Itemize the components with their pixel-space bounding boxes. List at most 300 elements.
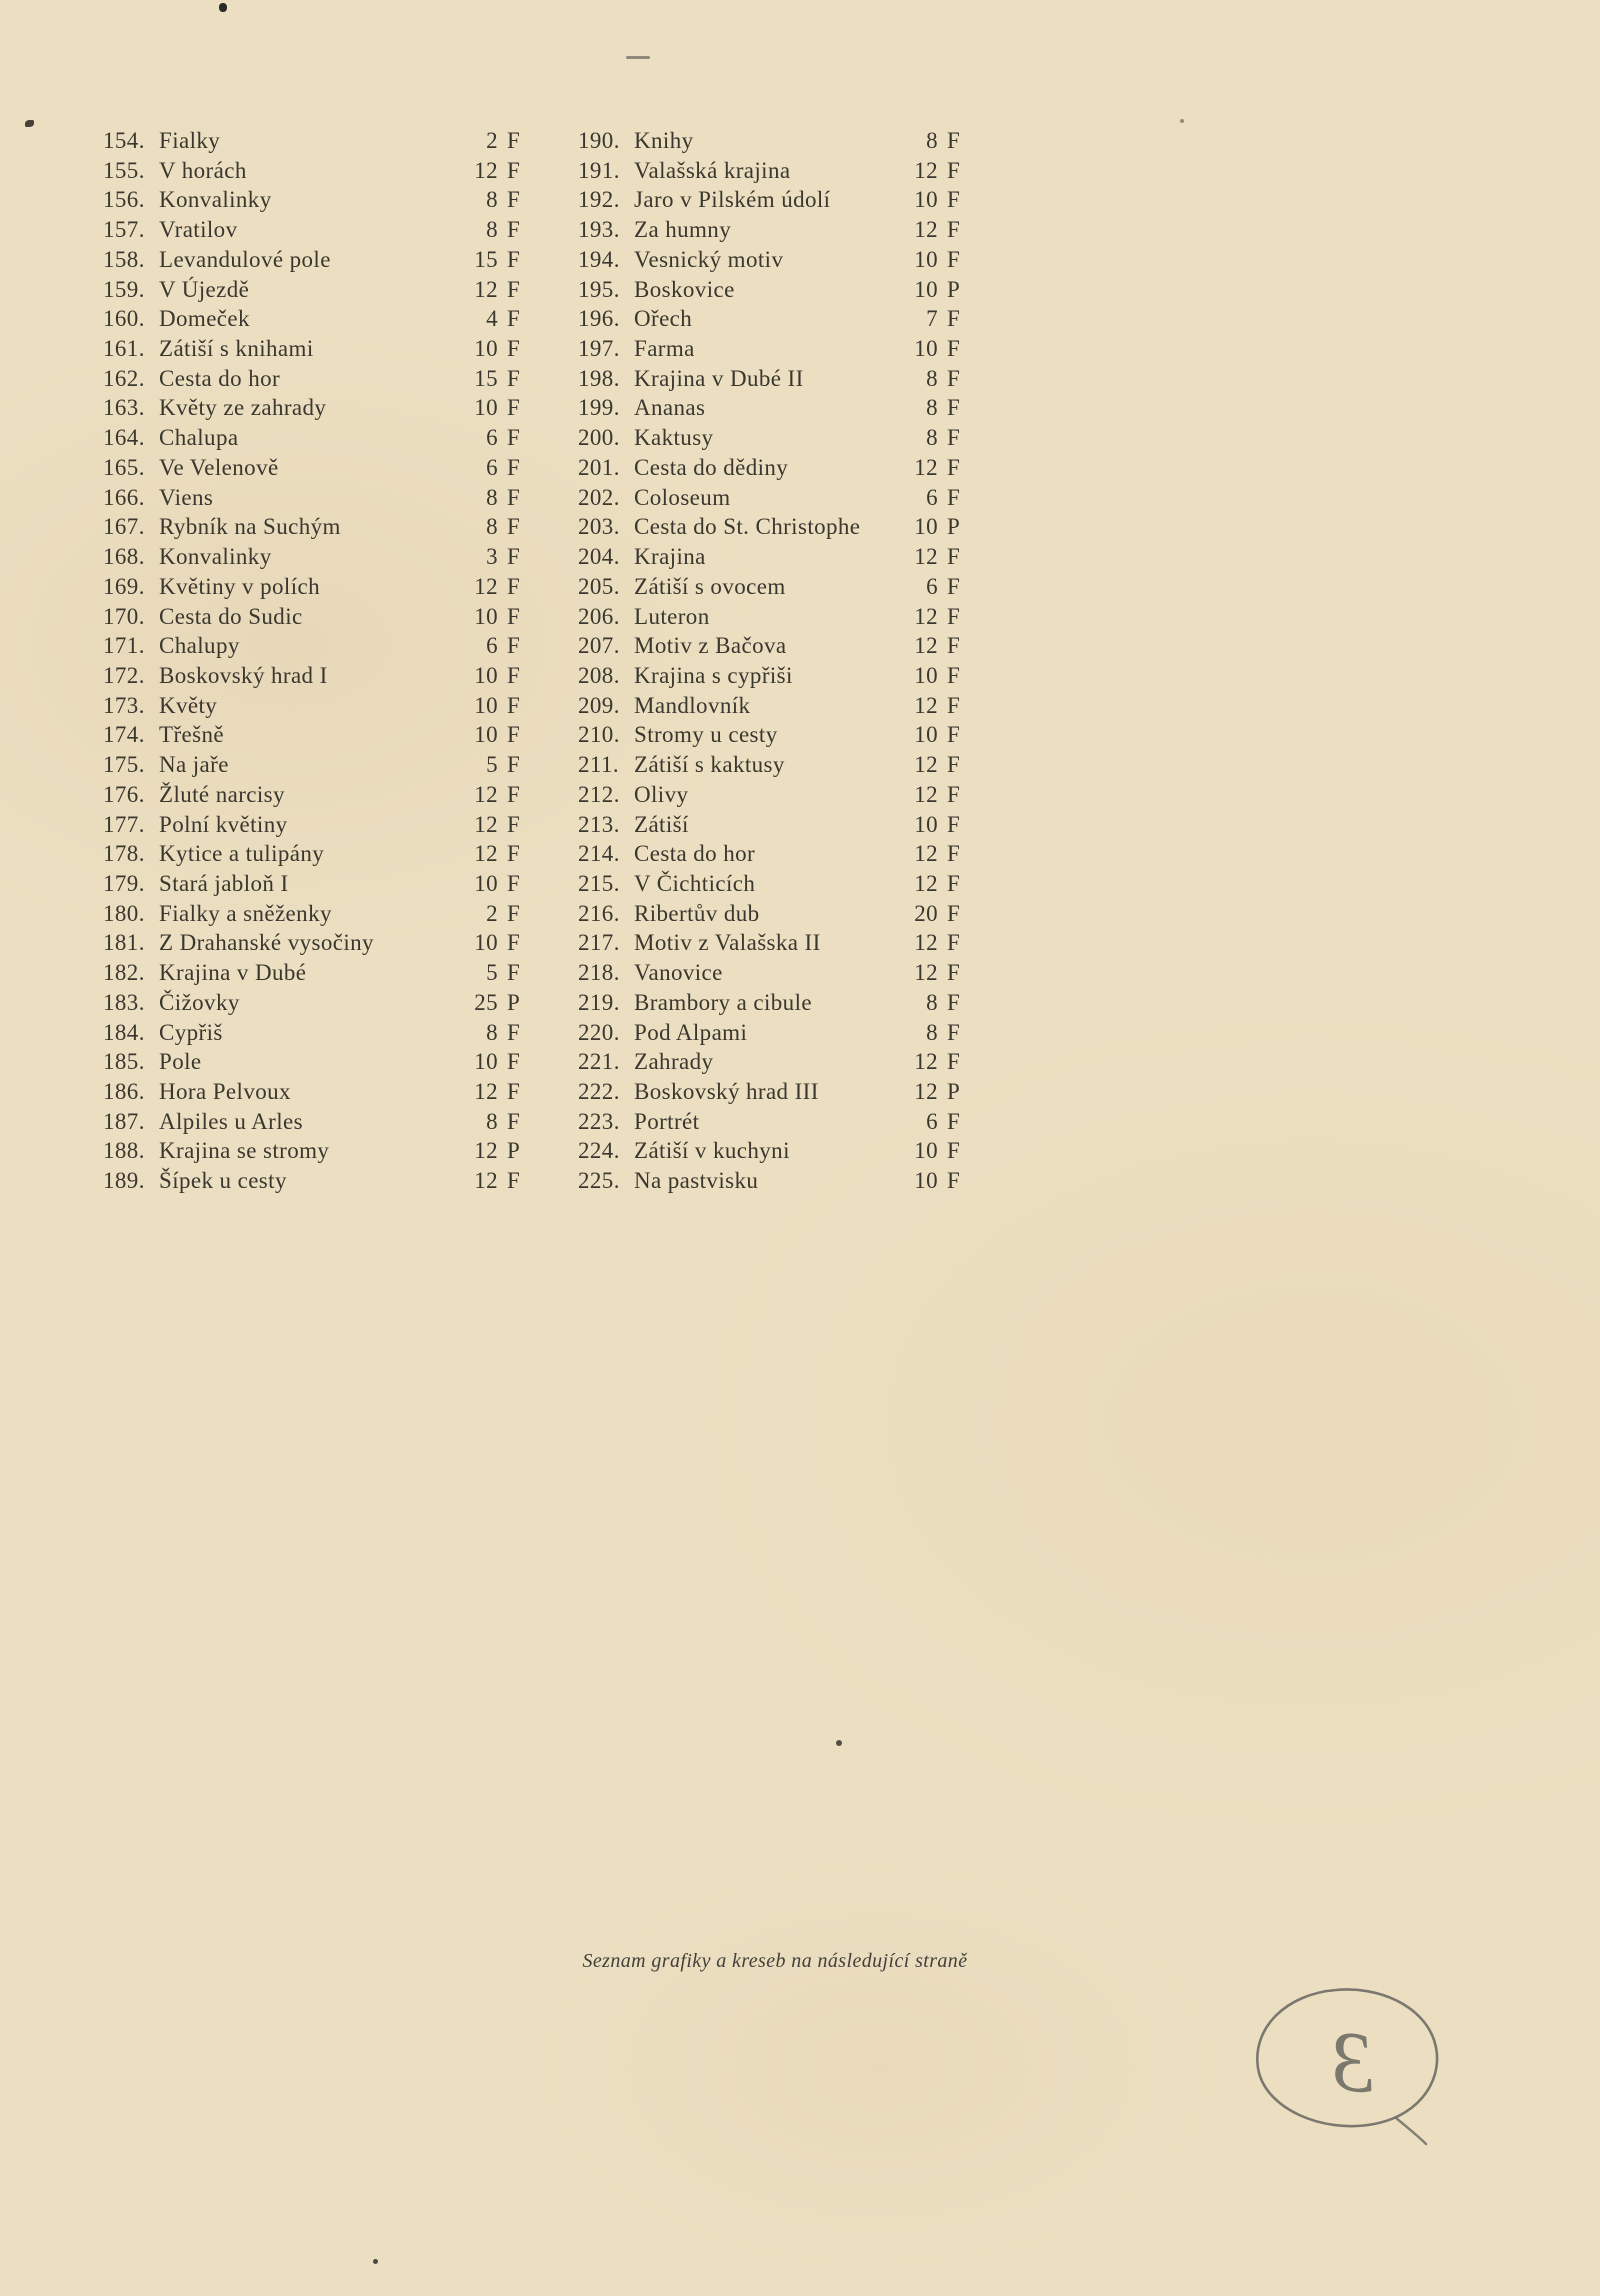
scan-speck [836, 1740, 842, 1746]
entry-title: Cesta do St. Christophe [634, 514, 861, 540]
entry-number: 193. [578, 217, 620, 243]
entry-size-value: 10 [474, 930, 498, 956]
entry-size-unit: F [507, 544, 521, 570]
entry-number: 172. [103, 662, 145, 688]
entry-title: Polní květiny [159, 811, 288, 837]
entry-title: Z Drahanské vysočiny [159, 930, 374, 956]
entry-number: 200. [578, 425, 620, 451]
list-item [103, 661, 523, 691]
entry-size-unit: F [947, 781, 961, 807]
entry-size-unit: F [507, 692, 521, 718]
entry-size [908, 572, 963, 602]
entry-number: 175. [103, 752, 145, 778]
entry-size-unit: F [507, 722, 521, 748]
entry-size-unit: F [507, 514, 521, 540]
entry-title: Vratilov [159, 217, 238, 243]
scan-speck [1180, 119, 1184, 123]
entry-size-value: 6 [926, 573, 938, 599]
list-item [578, 245, 963, 275]
entry-number: 215. [578, 870, 620, 896]
list-item [103, 275, 523, 305]
entry-size-unit: F [507, 336, 521, 362]
entry-size [908, 126, 963, 156]
list-item [578, 572, 963, 602]
entry-size-unit: F [507, 781, 521, 807]
entry-number: 182. [103, 960, 145, 986]
entry-size-value: 12 [474, 811, 498, 837]
entry-size [908, 691, 963, 721]
entry-size-value: 12 [914, 930, 938, 956]
entry-title: Cypřiš [159, 1019, 223, 1045]
entry-size-unit: F [947, 1108, 961, 1134]
list-item [103, 1018, 523, 1048]
entry-number: 198. [578, 365, 620, 391]
list-item [103, 1077, 523, 1107]
entry-size-value: 12 [914, 1049, 938, 1075]
list-item [578, 304, 963, 334]
entry-number: 212. [578, 781, 620, 807]
entry-title: Třešně [159, 722, 224, 748]
entry-title: Boskovice [634, 276, 735, 302]
entry-title: Boskovský hrad I [159, 662, 328, 688]
entry-size-unit: F [947, 1168, 961, 1194]
entry-size [468, 1018, 523, 1048]
entry-size [908, 1077, 963, 1107]
entry-number: 157. [103, 217, 145, 243]
entry-number: 176. [103, 781, 145, 807]
entry-title: Portrét [634, 1108, 700, 1134]
entry-size [908, 720, 963, 750]
list-item [103, 720, 523, 750]
entry-title: V Újezdě [159, 276, 250, 302]
entry-size-unit: F [507, 395, 521, 421]
entry-title: Kaktusy [634, 425, 714, 451]
entry-number: 181. [103, 930, 145, 956]
entry-size [908, 215, 963, 245]
entry-size-unit: P [507, 989, 521, 1015]
entry-size-unit: F [947, 1019, 961, 1045]
entry-size [908, 928, 963, 958]
list-item [578, 928, 963, 958]
entry-title: Konvalinky [159, 544, 272, 570]
entry-size-unit: F [947, 752, 961, 778]
list-column-right [578, 126, 963, 1196]
entry-size [468, 304, 523, 334]
entry-number: 189. [103, 1168, 145, 1194]
entry-title: Krajina se stromy [159, 1138, 330, 1164]
entry-number: 217. [578, 930, 620, 956]
list-item [103, 572, 523, 602]
entry-size [468, 393, 523, 423]
entry-size-unit: P [947, 514, 961, 540]
entry-size-value: 10 [914, 1168, 938, 1194]
list-item [578, 364, 963, 394]
entry-number: 183. [103, 989, 145, 1015]
entry-size-unit: F [947, 811, 961, 837]
entry-title: Knihy [634, 128, 694, 153]
pencil-digit [1326, 2012, 1380, 2112]
list-item [103, 602, 523, 632]
entry-size-value: 12 [914, 781, 938, 807]
list-item [103, 334, 523, 364]
entry-title: Boskovský hrad III [634, 1079, 819, 1104]
entry-size-value: 20 [914, 900, 938, 926]
entry-number: 156. [103, 187, 145, 213]
list-item [103, 780, 523, 810]
entry-number: 185. [103, 1049, 145, 1075]
list-item [103, 750, 523, 780]
entry-number: 216. [578, 900, 620, 926]
entry-size-value: 12 [474, 841, 498, 867]
entry-size-value: 10 [474, 692, 498, 718]
entry-size [468, 185, 523, 215]
entry-size-unit: F [947, 1138, 961, 1164]
entry-size-value: 8 [486, 1019, 498, 1045]
entry-size [468, 512, 523, 542]
entry-size [908, 423, 963, 453]
entry-size-value: 8 [926, 989, 938, 1015]
entry-number: 166. [103, 484, 145, 510]
entry-title: Mandlovník [634, 692, 751, 718]
entry-size-value: 12 [474, 1138, 498, 1164]
entry-size-value: 6 [486, 425, 498, 451]
entry-title: Alpiles u Arles [159, 1108, 303, 1134]
entry-size-unit: F [947, 900, 961, 926]
entry-size [908, 631, 963, 661]
entry-number: 204. [578, 544, 620, 570]
entry-size-unit: F [507, 1049, 521, 1075]
entry-number: 164. [103, 425, 145, 451]
entry-size-value: 8 [486, 187, 498, 213]
entry-number: 207. [578, 633, 620, 659]
entry-title: Květiny v polích [159, 573, 320, 599]
entry-size-value: 2 [486, 900, 498, 926]
entry-title: Brambory a cibule [634, 989, 812, 1015]
entry-number: 208. [578, 662, 620, 688]
entry-title: Zátiší s kaktusy [634, 752, 785, 778]
list-item [103, 542, 523, 572]
list-item [578, 1018, 963, 1048]
entry-title: Na pastvisku [634, 1168, 759, 1194]
entry-number: 155. [103, 157, 145, 183]
scan-speck [219, 3, 227, 12]
list-item [103, 1107, 523, 1137]
entry-title: Vesnický motiv [634, 246, 784, 272]
entry-number: 171. [103, 633, 145, 659]
entry-number: 195. [578, 276, 620, 302]
entry-size [908, 512, 963, 542]
entry-number: 199. [578, 395, 620, 421]
entry-size-value: 8 [926, 395, 938, 421]
entry-size-value: 12 [914, 544, 938, 570]
entry-size-unit: F [507, 662, 521, 688]
entry-title: Stará jabloň I [159, 870, 289, 896]
entry-title: Konvalinky [159, 187, 272, 213]
entry-title: Zátiší s knihami [159, 336, 314, 362]
entry-size-unit: P [947, 276, 961, 302]
entry-number: 192. [578, 187, 620, 213]
entry-title: Coloseum [634, 484, 731, 510]
entry-title: Jaro v Pilském údolí [634, 187, 831, 213]
entry-size [468, 988, 523, 1018]
entry-title: Motiv z Bačova [634, 633, 787, 659]
entry-size [908, 275, 963, 305]
entry-size-value: 12 [914, 217, 938, 243]
entry-title: Ořech [634, 306, 693, 332]
entry-size-value: 6 [926, 1108, 938, 1134]
entry-title: V Čichticích [634, 870, 756, 896]
entry-title: Fialky [159, 128, 221, 153]
list-item [103, 1047, 523, 1077]
entry-title: Cesta do Sudic [159, 603, 303, 629]
entry-size-unit: F [947, 246, 961, 272]
entry-size [908, 661, 963, 691]
list-item [578, 215, 963, 245]
entry-title: Květy ze zahrady [159, 395, 327, 421]
list-item [103, 364, 523, 394]
entry-size-value: 10 [914, 514, 938, 540]
entry-size-value: 12 [474, 1168, 498, 1194]
entry-size-value: 8 [926, 365, 938, 391]
entry-size [468, 602, 523, 632]
entry-title: Rybník na Suchým [159, 514, 341, 540]
entry-title: Cesta do hor [159, 365, 281, 391]
entry-size [468, 156, 523, 186]
entry-size [468, 810, 523, 840]
entry-number: 174. [103, 722, 145, 748]
list-item [578, 780, 963, 810]
entry-size-value: 10 [914, 276, 938, 302]
entry-title: Šípek u cesty [159, 1168, 287, 1194]
entry-number: 184. [103, 1019, 145, 1045]
entry-size-unit: F [947, 187, 961, 213]
entry-size-unit: F [947, 306, 961, 332]
entry-title: Chalupy [159, 633, 240, 659]
entry-size [468, 1047, 523, 1077]
list-item [578, 512, 963, 542]
entry-size-unit: F [507, 633, 521, 659]
entry-number: 159. [103, 276, 145, 302]
entry-size-value: 12 [914, 752, 938, 778]
entry-size-value: 12 [474, 157, 498, 183]
entry-size-unit: F [507, 187, 521, 213]
entry-number: 205. [578, 573, 620, 599]
entry-number: 218. [578, 960, 620, 986]
entry-size-unit: F [947, 128, 961, 153]
list-item [103, 988, 523, 1018]
entry-size-value: 12 [914, 841, 938, 867]
entry-size [468, 780, 523, 810]
entry-title: Čižovky [159, 989, 240, 1015]
entry-size-unit: F [507, 930, 521, 956]
entry-size-value: 10 [914, 811, 938, 837]
entry-number: 210. [578, 722, 620, 748]
entry-title: Stromy u cesty [634, 722, 778, 748]
entry-title: Krajina v Dubé [159, 960, 307, 986]
list-item [578, 810, 963, 840]
entry-number: 187. [103, 1108, 145, 1134]
entry-size-unit: F [507, 900, 521, 926]
entry-size [468, 928, 523, 958]
entry-number: 167. [103, 514, 145, 540]
entry-size [908, 810, 963, 840]
entry-title: Ribertův dub [634, 900, 760, 926]
list-item [578, 720, 963, 750]
list-item [578, 958, 963, 988]
entry-size [908, 988, 963, 1018]
entry-size [908, 245, 963, 275]
entry-size-unit: F [947, 1049, 961, 1075]
entry-number: 160. [103, 306, 145, 332]
list-item [103, 304, 523, 334]
list-item [578, 1077, 963, 1107]
entry-size-value: 6 [486, 454, 498, 480]
entry-size-unit: F [947, 573, 961, 599]
list-item [103, 512, 523, 542]
entry-number: 180. [103, 900, 145, 926]
entry-title: Fialky a sněženky [159, 900, 332, 926]
entry-size [908, 1166, 963, 1196]
entry-size-unit: F [507, 217, 521, 243]
entry-title: Viens [159, 484, 214, 510]
entry-title: Chalupa [159, 425, 239, 451]
entry-size-value: 12 [474, 573, 498, 599]
entry-number: 201. [578, 454, 620, 480]
entry-size [468, 126, 523, 156]
entry-title: Luteron [634, 603, 710, 629]
entry-size [468, 542, 523, 572]
entry-title: Pole [159, 1049, 202, 1075]
entry-size-value: 12 [914, 633, 938, 659]
entry-size-unit: F [947, 395, 961, 421]
list-item [103, 453, 523, 483]
entry-size [468, 453, 523, 483]
entry-size-unit: F [947, 217, 961, 243]
entry-size [908, 899, 963, 929]
entry-size [908, 185, 963, 215]
entry-size-unit: F [507, 1108, 521, 1134]
entry-title: Cesta do hor [634, 841, 756, 867]
entry-size-value: 7 [926, 306, 938, 332]
entry-size-value: 25 [474, 989, 498, 1015]
list-item [578, 988, 963, 1018]
list-item [578, 1166, 963, 1196]
entry-number: 163. [103, 395, 145, 421]
entry-size-unit: F [947, 157, 961, 183]
list-item [578, 156, 963, 186]
entry-size-value: 12 [914, 960, 938, 986]
entry-size-unit: F [947, 722, 961, 748]
entry-number: 177. [103, 811, 145, 837]
entry-size [908, 364, 963, 394]
list-item [578, 1107, 963, 1137]
entry-size [908, 839, 963, 869]
entry-size-unit: F [507, 365, 521, 391]
list-item [103, 691, 523, 721]
list-item [103, 483, 523, 513]
entry-number: 178. [103, 841, 145, 867]
entry-size-unit: F [947, 633, 961, 659]
entry-size-unit: P [507, 1138, 521, 1164]
entry-number: 188. [103, 1138, 145, 1164]
entry-size [468, 661, 523, 691]
entry-size-value: 6 [926, 484, 938, 510]
entry-size [908, 1107, 963, 1137]
entry-size-value: 5 [486, 752, 498, 778]
entry-size-unit: F [947, 662, 961, 688]
list-item [578, 631, 963, 661]
pencil-circle-tail [1396, 2118, 1426, 2144]
list-item [103, 958, 523, 988]
entry-size-unit: F [947, 989, 961, 1015]
entry-size-unit: F [507, 306, 521, 332]
entry-size [468, 631, 523, 661]
entry-title: Pod Alpami [634, 1019, 748, 1045]
entry-number: 214. [578, 841, 620, 867]
entry-title: Hora Pelvoux [159, 1079, 291, 1104]
entry-size-unit: F [947, 425, 961, 451]
entry-size [468, 691, 523, 721]
entry-size-unit: F [507, 276, 521, 302]
entry-size-value: 10 [914, 1138, 938, 1164]
entry-size-value: 2 [486, 128, 498, 153]
entry-number: 211. [578, 752, 619, 778]
entry-size-value: 12 [474, 781, 498, 807]
entry-size-value: 10 [474, 662, 498, 688]
list-item [578, 661, 963, 691]
entry-number: 194. [578, 246, 620, 272]
entry-size-unit: F [947, 336, 961, 362]
entry-size-unit: F [507, 811, 521, 837]
entry-number: 219. [578, 989, 620, 1015]
entry-title: Domeček [159, 306, 250, 332]
list-column-left [103, 126, 523, 1196]
entry-size-unit: F [947, 870, 961, 896]
entry-size [908, 483, 963, 513]
entry-size [908, 1018, 963, 1048]
entry-size-value: 8 [486, 484, 498, 510]
handwritten-page-number-mark [1238, 1978, 1458, 2148]
list-item [103, 185, 523, 215]
entry-size-value: 6 [486, 633, 498, 659]
list-item [578, 839, 963, 869]
entry-title: Levandulové pole [159, 246, 331, 272]
entry-size-value: 8 [926, 128, 938, 153]
entry-size-value: 12 [914, 1079, 938, 1104]
entry-size-unit: F [507, 1168, 521, 1194]
entry-number: 168. [103, 544, 145, 570]
list-item [103, 156, 523, 186]
list-item [578, 542, 963, 572]
scan-speck [25, 120, 34, 127]
entry-number: 158. [103, 246, 145, 272]
entry-number: 223. [578, 1108, 620, 1134]
list-item [103, 810, 523, 840]
entry-number: 162. [103, 365, 145, 391]
list-item [578, 691, 963, 721]
entry-size-value: 12 [914, 454, 938, 480]
entry-size [468, 423, 523, 453]
entry-size-unit: F [507, 1079, 521, 1104]
entry-size [908, 750, 963, 780]
entry-number: 173. [103, 692, 145, 718]
entry-size-unit: F [507, 870, 521, 896]
entry-title: Krajina [634, 544, 706, 570]
handwritten-digit: 3 [1326, 2011, 1380, 2112]
entry-size-value: 8 [486, 217, 498, 243]
entry-size [468, 334, 523, 364]
entry-number: 154. [103, 128, 145, 153]
